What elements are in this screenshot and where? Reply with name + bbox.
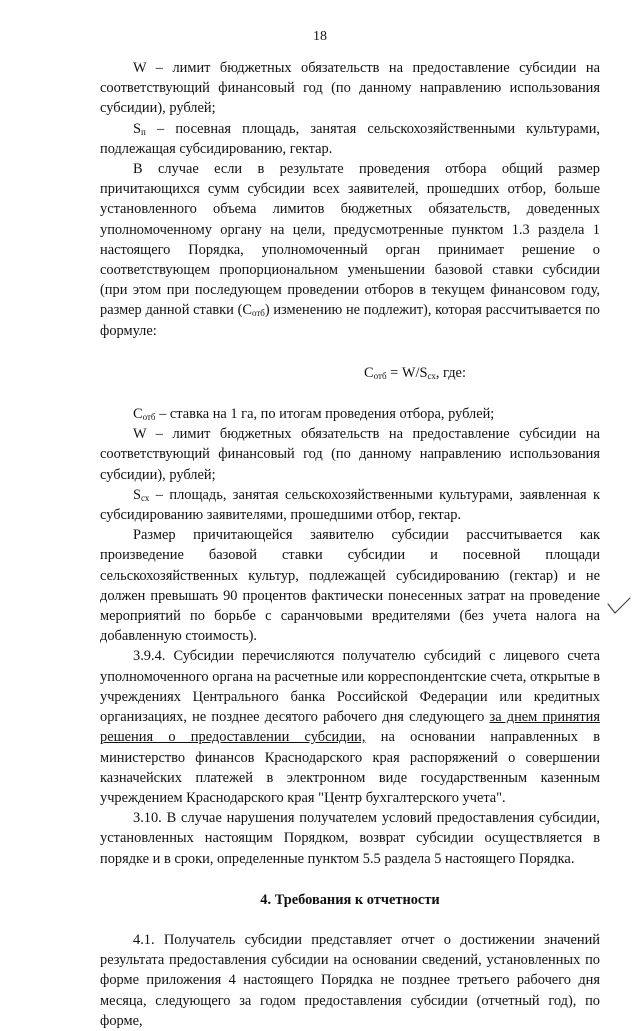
paragraph-sp-definition: $S_п$ – посевная площадь, занятая сельскохозяйственными культурами, подлежащая субсидированию, гектар. bbox=[100, 120, 600, 157]
paragraph-4-1: 4.1. Получатель субсидии представляет отчет о достижении значений результата предоставления субсидии на основании сведений, установленных по форме приложения 4 настоящего Порядка не позднее третьего рабочего дня месяца, следующего за годом предоставления субсидии (отчетный год), по форме, bbox=[100, 931, 600, 1029]
page-content bbox=[100, 58, 600, 1031]
handwritten-checkmark-icon bbox=[606, 596, 632, 618]
paragraph-3-10: 3.10. В случае нарушения получателем условий предоставления субсидии, установленных настоящим Порядком, возврат субсидии осуществляется в порядке и в сроки, определенные пунктом 5.5 раздела 5 настоящего Порядка. bbox=[100, 810, 600, 867]
paragraph-w-definition-1: W – лимит бюджетных обязательств на предоставление субсидии на соответствующий финансовый год (по данному направлению использования субсидии), рублей; bbox=[100, 60, 600, 117]
paragraph-w-definition-2: W – лимит бюджетных обязательств на предоставление субсидии на соответствующий финансовый год (по данному направлению использования субсидии), рублей; bbox=[100, 426, 600, 483]
paragraph-sc-definition: $S_{сх}$ – площадь, занятая сельскохозяйственными культурами, заявленная к субсидированию заявителями, прошедшими отбор, гектар. bbox=[100, 486, 600, 524]
underlined-phrase: за днем принятия решения о предоставлении субсидии, bbox=[100, 709, 600, 746]
paragraph-c-definition: $С_{отб}$ – ставка на 1 га, по итогам проведения отбора, рублей; bbox=[133, 406, 495, 423]
paragraph-subsidy-size: Размер причитающейся заявителю субсидии рассчитывается как произведение базовой ставки субсидии и посевной площади сельскохозяйственных культур, подлежащей субсидированию (гектар) и не должен превышать 90 процентов фактически понесенных затрат на проведение мероприятий по борьбе с саранчовыми вредителями (без учета налога на добавленную стоимость). bbox=[100, 527, 600, 645]
formula: $С_{отб} = W/S_{сх}$, где: bbox=[364, 364, 466, 381]
paragraph-proportional-reduction: В случае если в результате проведения отбора общий размер причитающихся сумм субсидии всех заявителей, прошедших отбор, больше установленного объема лимитов бюджетных обязательств, доведенных уполномоченному органу на цели, предусмотренные пунктом 1.3 раздела 1 настоящего Порядка, уполномоченный орган принимает решение о соответствующем пропорциональном уменьшении базовой ставки субсидии (при этом при последующем проведении отборов в текущем финансовом году, размер данной ставки $(С_{отб})$ изменению не подлежит), которая рассчитывается по формуле: bbox=[100, 161, 601, 339]
page-number: 18 bbox=[313, 29, 327, 44]
section-heading-4: 4. Требования к отчетности bbox=[260, 891, 440, 908]
paragraph-3-9-4: 3.9.4. Субсидии перечисляются получателю субсидий с лицевого счета уполномоченного органа на расчетные или корреспондентские счета, открытые в учреждениях Центрального банка Российской Федерации или кредитных организациях, не позднее десятого рабочего дня следующего за днем принятия решения о предоставлении субсидии, на основании направленных в министерство финансов Краснодарского края распоряжений о совершении казначейских платежей в электронном виде государственным казенным учреждением Краснодарского края "Центр бухгалтерского учета". bbox=[100, 648, 600, 806]
